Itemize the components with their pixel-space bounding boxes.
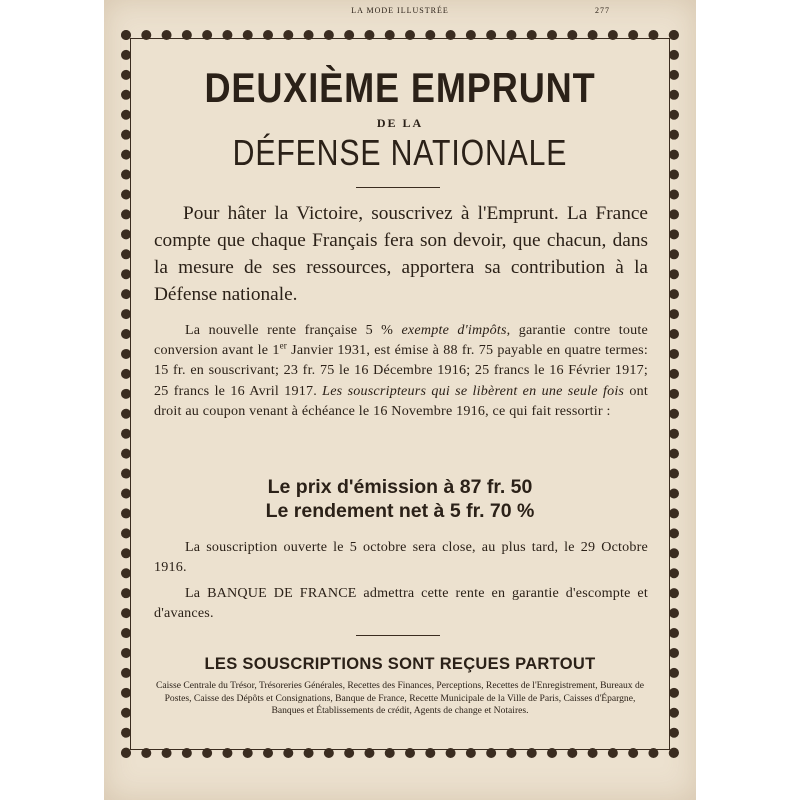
bank-text: La BANQUE DE FRANCE admettra cette rente en garantie d'escompte et d'avances. [154,585,648,622]
net-yield: Le rendement net à 5 fr. 70 % [265,500,535,522]
issue-price: Le prix d'émission à 87 fr. 50 [267,476,533,498]
closing-date-text: La souscription ouverte le 5 octobre sera close, au plus tard, le 29 Octobre 1916. [154,539,648,576]
terms-part4: Janvier 1931, est émise à 88 fr. 75 payable en quatre termes: 15 fr. en souscrivant; 23 fr. 75 le 16 Décembre 1916; 25 francs le 16 Février 1917; 25 francs le 16 Avril 1917. [154,342,648,399]
page-number: 277 [595,6,610,15]
divider-top [356,187,440,188]
advertisement-content [104,0,696,800]
closing-date-paragraph [154,537,648,577]
terms-subscribers: Les souscripteurs qui se libèrent en une seule fois [322,382,625,399]
terms-part3: , garantie contre toute conversion avant le 1 [154,322,648,359]
subscription-places: Caisse Centrale du Trésor, Trésoreries Générales, Recettes des Finances, Perceptions, Recettes de l'Enregistrement, Bureaux de Postes, Caisse des Dépôts et Consignations, Banque de France, Recette Municipale de la Ville de Paris, Caisses d'Épargne, Banques et Établissements de crédit, Agents de change et Notaires. [155,680,645,717]
terms-part1: La nouvelle rente française 5 % [185,322,394,338]
terms-tax-exempt: exempte d'impôts [401,322,507,338]
page-paper [104,0,696,800]
terms-part6: ont droit au coupon venant à échéance le 16 Novembre 1916, ce qui fait ressortir : [154,382,648,419]
terms-paragraph [154,320,648,421]
main-heading: DEUXIÈME EMPRUNT [204,64,596,111]
running-head-title: LA MODE ILLUSTRÉE [351,6,449,15]
sub-heading: DÉFENSE NATIONALE [232,132,568,173]
lead-text: Pour hâter la Victoire, souscrivez à l'Emprunt. La France compte que chaque Français fera son devoir, que chacun, dans la mesure de ses ressources, apportera sa contribution à la Défense nationale. [154,203,648,305]
divider-bottom [356,635,440,636]
bank-paragraph [154,583,648,623]
subscriptions-title: LES SOUSCRIPTIONS SONT REÇUES PARTOUT [204,655,596,673]
heading-connector: DE LA [376,116,424,130]
terms-sup: er [279,340,287,351]
lead-paragraph [154,200,648,308]
